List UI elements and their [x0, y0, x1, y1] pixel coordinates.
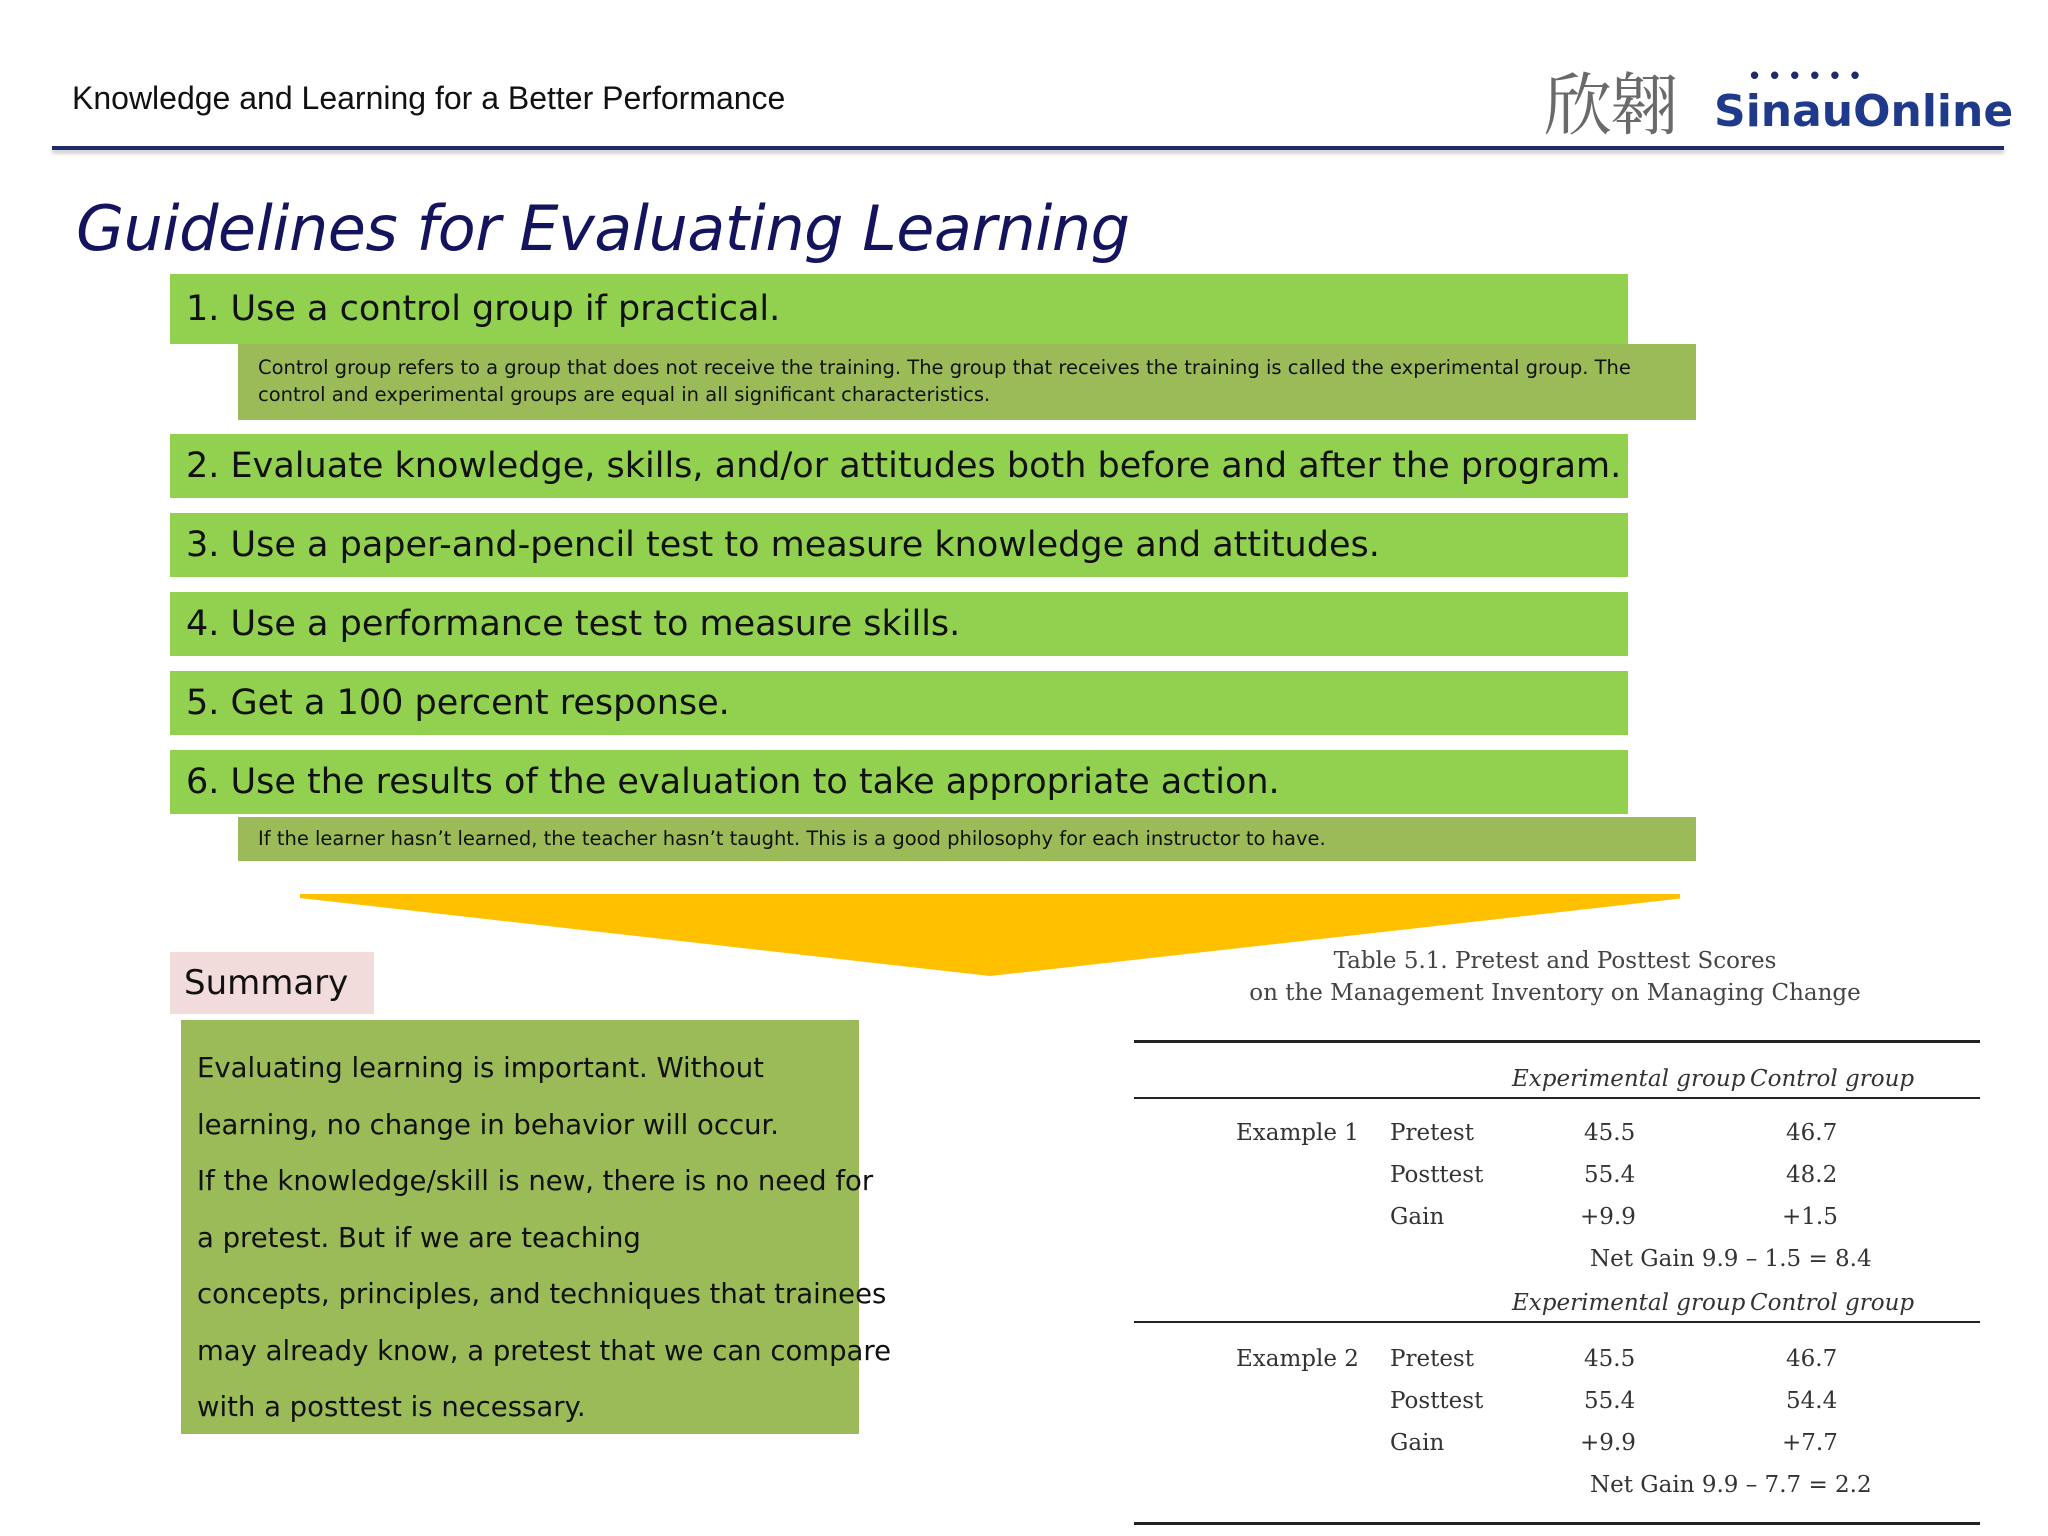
table-header-control: Control group [1750, 1066, 1915, 1092]
summary-line: may already know, a pretest that we can compare [197, 1334, 892, 1367]
table-example-label: Example 1 [1236, 1120, 1359, 1146]
logo-chinese-text: 欣翱 [1544, 67, 1677, 146]
table-cell: 48.2 [1786, 1162, 1838, 1188]
table-bottom-rule [1134, 1522, 1980, 1525]
summary-text-box [181, 1020, 892, 1434]
summary-line: concepts, principles, and techniques that trainees [197, 1278, 887, 1310]
summary-line: with a posttest is necessary. [197, 1391, 586, 1423]
table-example-label: Example 2 [1236, 1346, 1359, 1372]
table-header-rule [1134, 1097, 1980, 1099]
guideline-6: 6. Use the results of the evaluation to take appropriate action. [170, 750, 1628, 814]
table-header-experimental: Experimental group [1512, 1066, 1746, 1092]
guideline-3: 3. Use a paper-and-pencil test to measure knowledge and attitudes. [170, 513, 1628, 577]
logo-wordmark: SinauOnline [1714, 86, 2014, 137]
table-cell: 45.5 [1584, 1346, 1636, 1372]
table-cell: +9.9 [1580, 1430, 1636, 1456]
header-tagline: Knowledge and Learning for a Better Performance [72, 80, 786, 116]
summary-label: Summary [170, 952, 374, 1014]
table-header-experimental: Experimental group [1512, 1290, 1746, 1316]
table-cell: 55.4 [1584, 1162, 1636, 1188]
table-row-label: Pretest [1390, 1346, 1474, 1372]
guideline-2: 2. Evaluate knowledge, skills, and/or attitudes both before and after the program. [170, 434, 1628, 498]
table-row-label: Posttest [1390, 1162, 1484, 1188]
table-title-line-1: Table 5.1. Pretest and Posttest Scores [1333, 948, 1777, 974]
table-row-label: Gain [1390, 1204, 1445, 1230]
sinauonline-logo [1544, 48, 2014, 146]
summary-line: Evaluating learning is important. Without [197, 1052, 764, 1084]
guideline-6-note: If the learner hasn’t learned, the teacher hasn’t taught. This is a good philosophy for each instructor to have. [238, 817, 1696, 861]
table-top-rule [1134, 1040, 1980, 1043]
table-row-label: Gain [1390, 1430, 1445, 1456]
table-cell: 54.4 [1786, 1388, 1838, 1414]
table-title-line-2: on the Management Inventory on Managing Change [1249, 980, 1861, 1006]
summary-line: learning, no change in behavior will occur. [197, 1108, 780, 1141]
page-title: Guidelines for Evaluating Learning [76, 192, 1130, 265]
table-cell: +9.9 [1580, 1204, 1636, 1230]
summary-line: a pretest. But if we are teaching [197, 1221, 641, 1254]
guideline-5: 5. Get a 100 percent response. [170, 671, 1628, 735]
header-divider [52, 146, 2004, 150]
guideline-1-note: Control group refers to a group that does not receive the training. The group that receives the training is called the experimental group. The control and experimental groups are equal in all significant characteristics. [238, 344, 1696, 420]
table-header-control: Control group [1750, 1290, 1915, 1316]
table-row-label: Posttest [1390, 1388, 1484, 1414]
summary-line: If the knowledge/skill is new, there is no need for [197, 1165, 874, 1197]
table-cell: 55.4 [1584, 1388, 1636, 1414]
table-row-label: Pretest [1390, 1120, 1474, 1146]
pretest-posttest-table [1130, 940, 1980, 1536]
table-net-gain: Net Gain 9.9 – 7.7 = 2.2 [1590, 1472, 1872, 1498]
table-cell: 46.7 [1786, 1346, 1838, 1372]
guideline-4: 4. Use a performance test to measure skills. [170, 592, 1628, 656]
table-mid-rule [1134, 1321, 1980, 1323]
guideline-1: 1. Use a control group if practical. [170, 274, 1628, 344]
logo-dots: •••••• [1750, 60, 1871, 90]
table-cell: +7.7 [1782, 1430, 1838, 1456]
table-cell: +1.5 [1782, 1204, 1838, 1230]
table-net-gain: Net Gain 9.9 – 1.5 = 8.4 [1590, 1246, 1872, 1272]
table-cell: 45.5 [1584, 1120, 1636, 1146]
table-cell: 46.7 [1786, 1120, 1838, 1146]
